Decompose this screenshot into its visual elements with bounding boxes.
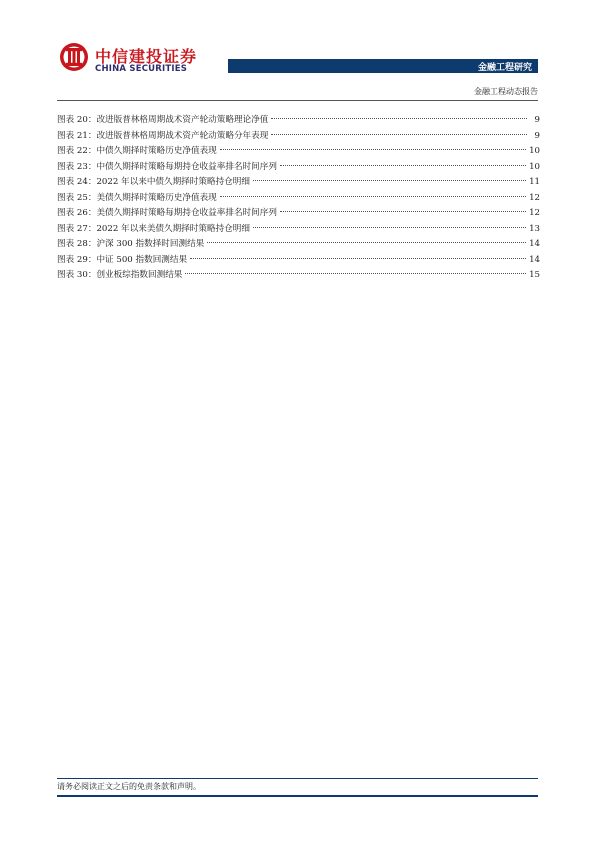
- citic-logo-icon: [59, 42, 89, 72]
- toc-entry-page: 14: [529, 239, 540, 249]
- toc-entry[interactable]: [57, 144, 540, 160]
- toc-entry[interactable]: [57, 222, 540, 238]
- toc-entry-label: 图表 25：美债久期择时策略历史净值表现: [57, 192, 217, 203]
- toc-entry-page: 13: [529, 223, 540, 234]
- toc-entry-label: 图表 27：2022 年以来美债久期择时策略持仓明细: [57, 223, 250, 234]
- toc-entry[interactable]: [57, 175, 540, 191]
- header-divider: [57, 100, 538, 101]
- toc-entry-page: 15: [529, 270, 540, 280]
- toc-entry-label: 图表 23：中债久期择时策略每期持仓收益率排名时间序列: [57, 161, 277, 172]
- toc-entry-page: 10: [529, 161, 540, 172]
- toc-entry-label: 图表 26：美债久期择时策略每期持仓收益率排名时间序列: [57, 208, 277, 218]
- toc-entry-label: 图表 29：中证 500 指数回测结果: [57, 254, 188, 265]
- toc-entry-page: 14: [529, 254, 540, 265]
- toc-entry-page: 11: [529, 177, 540, 187]
- toc-entry-label: 图表 22：中债久期择时策略历史净值表现: [57, 146, 217, 156]
- toc-leader: [280, 165, 526, 166]
- section-label: 金融工程研究: [477, 63, 532, 73]
- toc-entry[interactable]: [57, 206, 540, 222]
- toc-leader: [220, 149, 526, 150]
- toc-entry[interactable]: [57, 160, 540, 176]
- figure-list: [57, 113, 540, 284]
- toc-leader: [190, 258, 526, 259]
- toc-entry-label: 图表 28：沪深 300 指数择时回测结果: [57, 239, 205, 249]
- toc-entry-label: 图表 21：改进版普林格周期战术资产轮动策略分年表现: [57, 130, 269, 141]
- toc-leader: [185, 273, 526, 274]
- toc-leader: [253, 180, 526, 181]
- brand-name-en: CHINA SECURITIES: [95, 64, 188, 74]
- toc-leader: [271, 118, 527, 119]
- toc-leader: [280, 211, 526, 212]
- toc-entry-label: 图表 20：改进版普林格周期战术资产轮动策略理论净值: [57, 115, 269, 125]
- toc-leader: [253, 227, 526, 228]
- brand-name-cn: 中信建投证券: [95, 47, 198, 66]
- toc-entry[interactable]: [57, 113, 540, 129]
- report-type: 金融工程动态报告: [474, 87, 538, 96]
- toc-entry-page: 12: [529, 208, 540, 218]
- toc-entry-page: 9: [534, 115, 540, 125]
- disclaimer-text: 请务必阅读正文之后的免责条款和声明。: [57, 782, 201, 791]
- toc-entry[interactable]: [57, 268, 540, 284]
- toc-entry[interactable]: [57, 129, 540, 145]
- toc-leader: [271, 134, 527, 135]
- toc-entry-page: 12: [529, 192, 540, 203]
- toc-entry-page: 9: [534, 130, 540, 141]
- toc-entry[interactable]: [57, 253, 540, 269]
- toc-leader: [207, 242, 526, 243]
- section-bar: [228, 59, 538, 73]
- toc-entry-label: 图表 24：2022 年以来中债久期择时策略持仓明细: [57, 177, 250, 187]
- footer-divider: [57, 778, 538, 779]
- toc-entry-page: 10: [529, 146, 540, 156]
- toc-entry[interactable]: [57, 191, 540, 207]
- footer-bottom-rule: [57, 795, 538, 797]
- toc-leader: [220, 196, 526, 197]
- toc-entry[interactable]: [57, 237, 540, 253]
- toc-entry-label: 图表 30：创业板综指数回测结果: [57, 270, 183, 280]
